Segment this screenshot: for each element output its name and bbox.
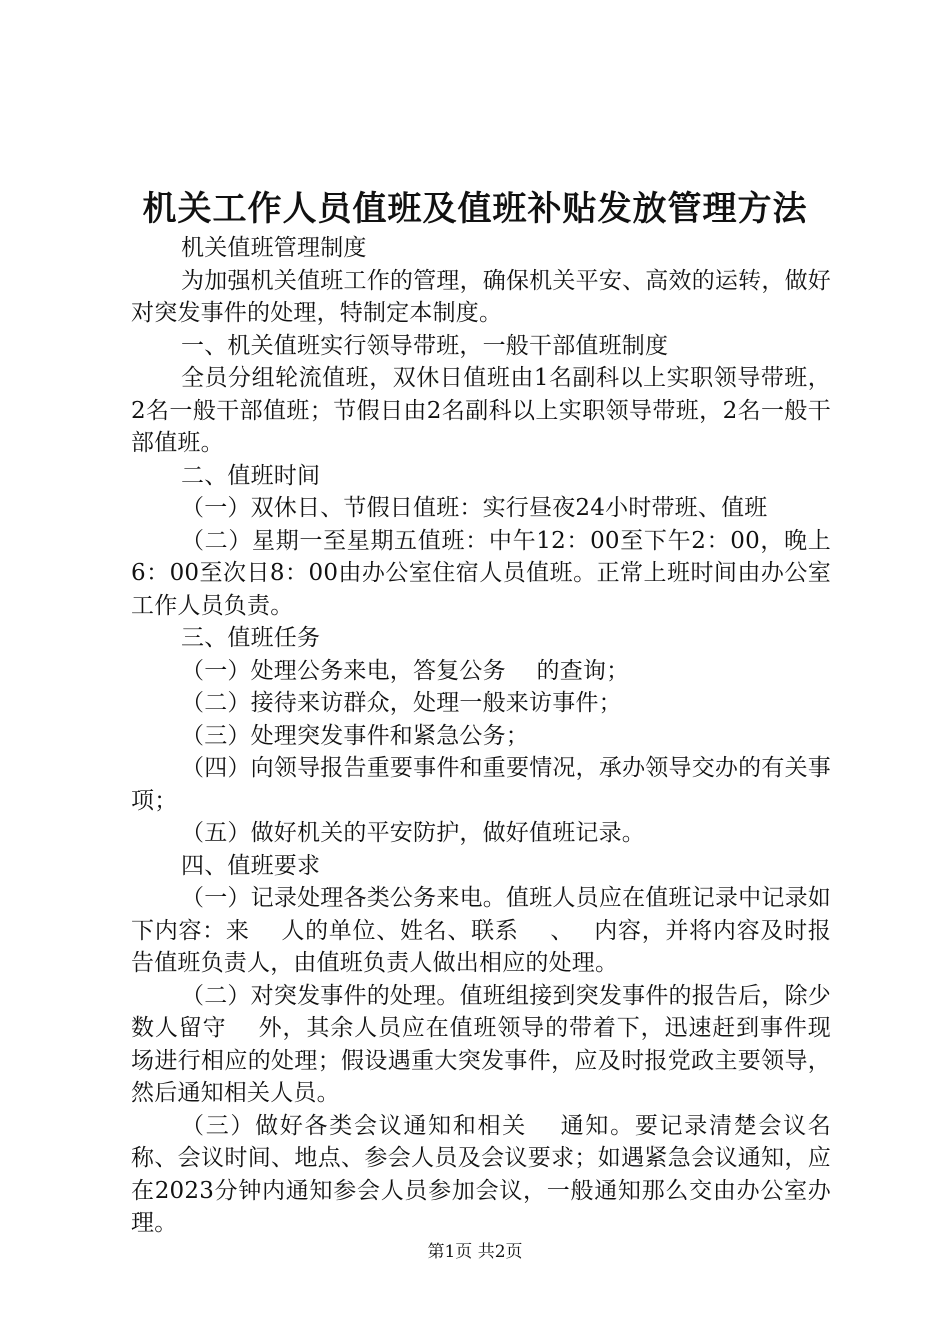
paragraph: 全员分组轮流值班，双休日值班由1名副科以上实职领导带班，2名一般干部值班；节假日由2名副科以上实职领导带班，2名一般干部值班。 (131, 365, 831, 456)
section-heading: 二、值班时间 (181, 462, 321, 489)
paragraph: （一）处理公务来电，答复公务 的查询； (181, 657, 630, 684)
paragraph: （二）星期一至星期五值班：中午12：00至下午2：00，晚上6：00至次日8：00由办公室住宿人员值班。正常上班时间由办公室工作人员负责。 (131, 527, 831, 619)
paragraph: （二）接待来访群众，处理一般来访事件； (181, 690, 622, 716)
paragraph: （二）对突发事件的处理。值班组接到突发事件的报告后，除少数人留守 外，其余人员应在值班领导的带着下，迅速赶到事件现场进行相应的处理；假设遇重大突发事件，应及时报党政主要领导，然后通知相关人员。 (131, 982, 831, 1106)
paragraph: （一）记录处理各类公务来电。值班人员应在值班记录中记录如下内容：来 人的单位、姓名、联系 、 内容，并将内容及时报告值班负责人，由值班负责人做出相应的处理。 (131, 885, 831, 976)
paragraph: （三）处理突发事件和紧急公务； (181, 722, 529, 749)
section-heading: 三、值班任务 (181, 625, 321, 651)
section-heading: 四、值班要求 (181, 852, 321, 879)
paragraph: （五）做好机关的平安防护，做好值班记录。 (181, 820, 645, 846)
paragraph: （四）向领导报告重要事件和重要情况，承办领导交办的有关事项； (131, 755, 831, 814)
document-title: 机关工作人员值班及值班补贴发放管理方法 (142, 189, 808, 229)
paragraph: （一）双休日、节假日值班：实行昼夜24小时带班、值班 (181, 495, 768, 521)
section-heading: 一、机关值班实行领导带班，一般干部值班制度 (181, 332, 669, 359)
page-footer: 第1页 共2页 (427, 1242, 523, 1262)
document-body (131, 232, 831, 1240)
paragraph: 为加强机关值班工作的管理，确保机关平安、高效的运转，做好对突发事件的处理，特制定本制度。 (131, 267, 831, 326)
paragraph: （三）做好各类会议通知和相关 通知。要记录清楚会议名称、会议时间、地点、参会人员及会议要求；如遇紧急会议通知，应在2023分钟内通知参会人员参加会议，一般通知那么交由办公室办理。 (131, 1112, 831, 1236)
paragraph: 机关值班管理制度 (181, 235, 367, 261)
